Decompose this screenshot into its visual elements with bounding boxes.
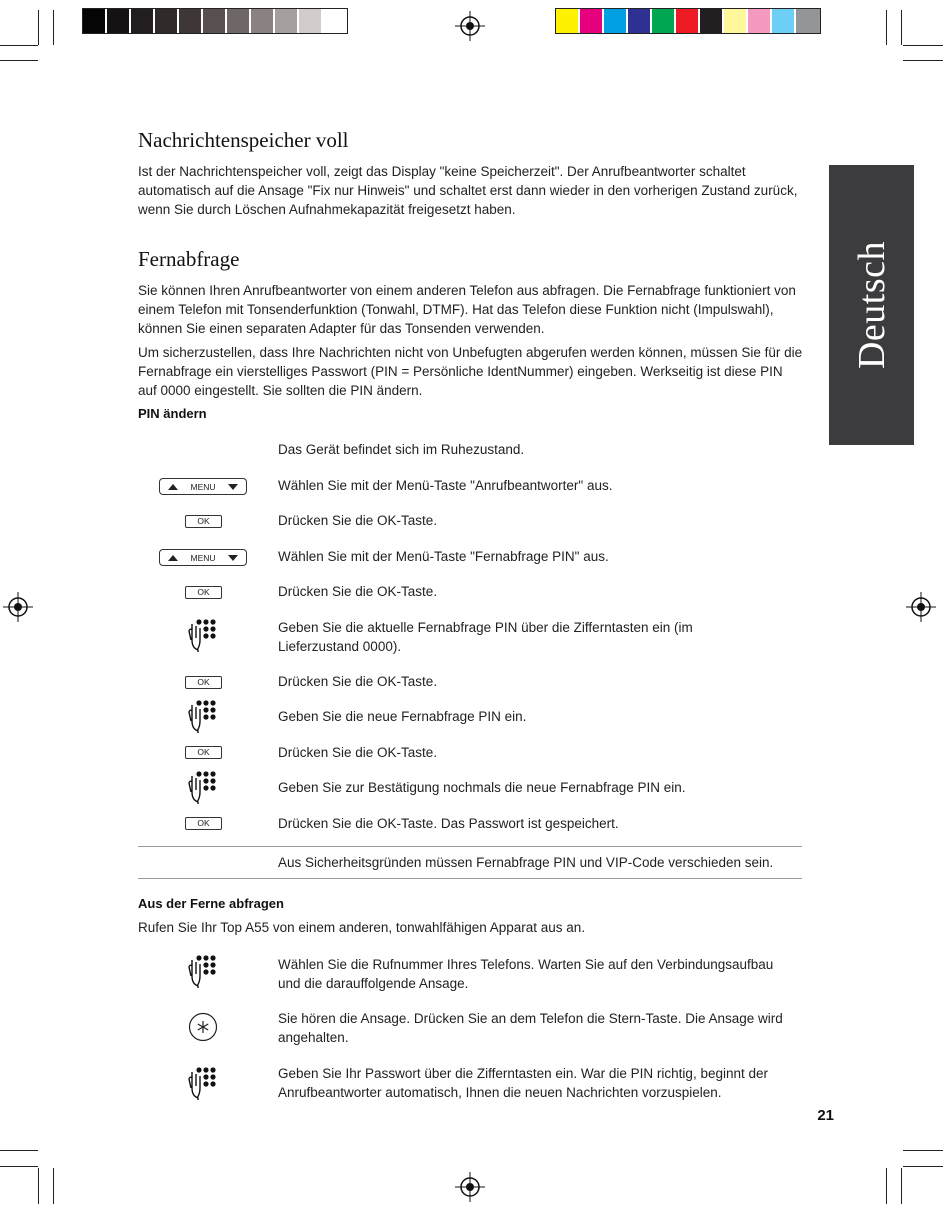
step-text: Geben Sie zur Bestätigung nochmals die neue Fernabfrage PIN ein. bbox=[278, 780, 686, 795]
keypad-hand-icon bbox=[188, 699, 216, 733]
keypad-hand-icon bbox=[188, 1066, 216, 1100]
crop-mark bbox=[901, 10, 902, 45]
note-divider-bottom bbox=[138, 878, 802, 879]
step-text: Drücken Sie die OK-Taste. bbox=[278, 513, 438, 528]
registration-mark-icon bbox=[906, 592, 936, 622]
crop-mark bbox=[886, 10, 887, 45]
crop-mark bbox=[901, 1168, 902, 1204]
registration-mark-icon bbox=[3, 592, 33, 622]
gray-swatch bbox=[203, 9, 227, 33]
step-text: Das Gerät befindet sich im Ruhezustand. bbox=[278, 442, 525, 457]
menu-key-label: MENU bbox=[190, 552, 216, 563]
section-heading-memory-full: Nachrichtenspeicher voll bbox=[138, 128, 349, 152]
crop-mark bbox=[903, 1166, 943, 1167]
ok-key-icon: OK bbox=[185, 746, 222, 759]
gray-swatch bbox=[155, 9, 179, 33]
menu-key-icon bbox=[159, 478, 247, 495]
crop-mark bbox=[38, 1168, 39, 1204]
crop-mark bbox=[53, 1168, 54, 1204]
section-heading-remote: Fernabfrage bbox=[138, 247, 240, 271]
step-text: Geben Sie Ihr Passwort über die Zifferntasten ein. War die PIN richtig, beginnt der Anrufbeantworter automatisch, Ihnen die neuen Nachrichten vorzuspielen. bbox=[278, 1066, 768, 1100]
arrow-up-icon bbox=[168, 555, 178, 561]
ok-key-icon: OK bbox=[185, 515, 222, 528]
ok-key-icon: OK bbox=[185, 676, 222, 689]
gray-swatch bbox=[131, 9, 155, 33]
gray-swatch bbox=[227, 9, 251, 33]
ok-key-icon: OK bbox=[185, 817, 222, 830]
remote-query-title: Aus der Ferne abfragen bbox=[138, 896, 284, 911]
language-tab bbox=[829, 165, 914, 445]
memory-full-text: Ist der Nachrichtenspeicher voll, zeigt das Display "keine Speicherzeit". Der Anrufbeantworter schaltet automatisch auf die Ansage "Fix nur Hinweis" und schaltet erst dann wieder in den vorherigen Zustand zurück, wenn Sie durch Löschen Aufnahmekapazität freigesetzt haben. bbox=[138, 164, 798, 217]
color-swatch bbox=[556, 9, 580, 33]
color-swatch bbox=[772, 9, 796, 33]
color-swatch bbox=[676, 9, 700, 33]
page-number: 21 bbox=[817, 1107, 834, 1124]
remote-pin-paragraph: Um sicherzustellen, dass Ihre Nachrichten nicht von Unbefugten abgerufen werden können, müssen Sie für die Fernabfrage ein vierstelliges Passwort (PIN = Persönliche IdentNummer) eingeben. Werkseitig ist diese PIN auf 0000 eingestellt. Sie sollten die PIN ändern. bbox=[138, 345, 803, 398]
step-text: Sie hören die Ansage. Drücken Sie an dem Telefon die Stern-Taste. Die Ansage wird angehalten. bbox=[278, 1011, 783, 1045]
registration-mark-icon bbox=[455, 11, 485, 41]
keypad-hand-icon bbox=[188, 954, 216, 988]
gray-swatch bbox=[83, 9, 107, 33]
keypad-hand-icon bbox=[188, 770, 216, 804]
arrow-down-icon bbox=[228, 555, 238, 561]
registration-mark-icon bbox=[455, 1172, 485, 1202]
gray-swatch bbox=[299, 9, 323, 33]
menu-key-label: MENU bbox=[190, 481, 216, 492]
crop-mark bbox=[0, 60, 38, 61]
step-text: Geben Sie die aktuelle Fernabfrage PIN über die Zifferntasten ein (im Lieferzustand 0000). bbox=[278, 620, 693, 654]
step-text: Wählen Sie mit der Menü-Taste "Fernabfrage PIN" aus. bbox=[278, 549, 609, 564]
crop-mark bbox=[903, 60, 943, 61]
color-swatch bbox=[580, 9, 604, 33]
crop-mark bbox=[0, 45, 38, 46]
step-text: Wählen Sie mit der Menü-Taste "Anrufbeantworter" aus. bbox=[278, 478, 613, 493]
color-swatch bbox=[628, 9, 652, 33]
color-swatch bbox=[748, 9, 772, 33]
arrow-up-icon bbox=[168, 484, 178, 490]
star-key-icon bbox=[188, 1012, 218, 1042]
crop-mark bbox=[903, 1150, 943, 1151]
crop-mark bbox=[53, 10, 54, 45]
crop-mark bbox=[0, 1166, 38, 1167]
color-swatch bbox=[700, 9, 724, 33]
color-calibration-strip bbox=[555, 8, 821, 34]
step-text: Geben Sie die neue Fernabfrage PIN ein. bbox=[278, 709, 527, 724]
grayscale-calibration-strip bbox=[82, 8, 348, 34]
crop-mark bbox=[903, 45, 943, 46]
gray-swatch bbox=[107, 9, 131, 33]
gray-swatch bbox=[275, 9, 299, 33]
keypad-hand-icon bbox=[188, 618, 216, 652]
step-text: Drücken Sie die OK-Taste. bbox=[278, 745, 438, 760]
color-swatch bbox=[796, 9, 820, 33]
language-tab-label: Deutsch bbox=[850, 240, 893, 370]
color-swatch bbox=[652, 9, 676, 33]
gray-swatch bbox=[251, 9, 275, 33]
note-divider-top bbox=[138, 846, 802, 847]
menu-key-icon bbox=[159, 549, 247, 566]
security-note: Aus Sicherheitsgründen müssen Fernabfrage PIN und VIP-Code verschieden sein. bbox=[278, 855, 774, 870]
arrow-down-icon bbox=[228, 484, 238, 490]
step-text: Drücken Sie die OK-Taste. bbox=[278, 674, 438, 689]
crop-mark bbox=[0, 1150, 38, 1151]
color-swatch bbox=[724, 9, 748, 33]
crop-mark bbox=[38, 10, 39, 45]
remote-intro-paragraph: Sie können Ihren Anrufbeantworter von einem anderen Telefon aus abfragen. Die Fernabfrage funktioniert von einem Telefon mit Tonsenderfunktion (Tonwahl, DTMF). Hat das Telefon diese Funktion nicht (Impulswahl), können Sie einen separaten Adapter für das Tonsenden verwenden. bbox=[138, 283, 796, 336]
gray-swatch bbox=[179, 9, 203, 33]
step-text: Drücken Sie die OK-Taste. Das Passwort ist gespeichert. bbox=[278, 816, 619, 831]
crop-mark bbox=[886, 1168, 887, 1204]
remote-query-intro: Rufen Sie Ihr Top A55 von einem anderen, tonwahlfähigen Apparat aus an. bbox=[138, 920, 586, 935]
pin-change-title: PIN ändern bbox=[138, 406, 207, 421]
step-text: Wählen Sie die Rufnummer Ihres Telefons. Warten Sie auf den Verbindungsaufbau und die darauffolgende Ansage. bbox=[278, 957, 774, 991]
color-swatch bbox=[604, 9, 628, 33]
gray-swatch bbox=[323, 9, 347, 33]
ok-key-icon: OK bbox=[185, 586, 222, 599]
step-text: Drücken Sie die OK-Taste. bbox=[278, 584, 438, 599]
